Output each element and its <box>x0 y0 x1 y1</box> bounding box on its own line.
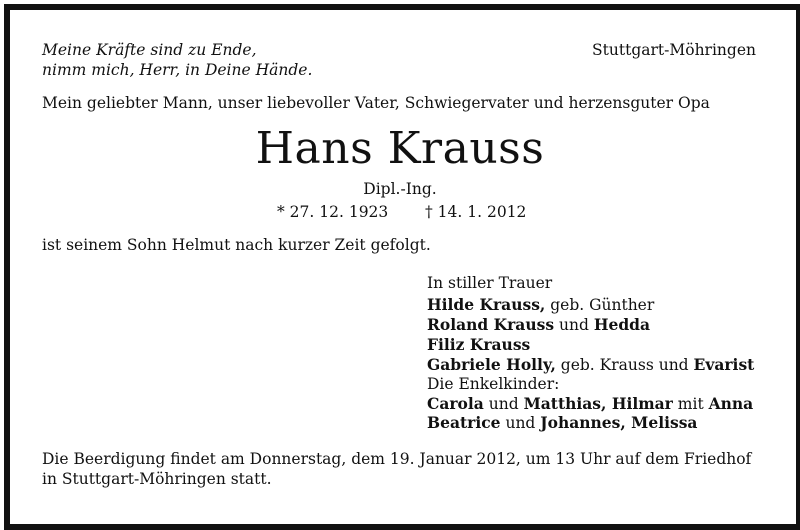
mourner-name: Filiz Krauss <box>427 335 531 354</box>
mourner-name: Carola <box>427 394 484 413</box>
mourner-line-6 <box>427 394 753 414</box>
mourner-note: geb. Krauss und <box>555 356 694 374</box>
location: Stuttgart-Möhringen <box>592 41 756 59</box>
mourner-connector: und <box>500 414 541 432</box>
deceased-title: Dipl.-Ing. <box>363 180 437 198</box>
mourner-name: Hedda <box>593 315 651 334</box>
mourner-name: Roland Krauss <box>427 315 555 334</box>
mourner-line-4 <box>427 355 754 375</box>
mourner-connector: und <box>554 316 594 334</box>
mourner-name: Hilde Krauss, <box>427 295 546 314</box>
mourner-connector: und <box>483 395 524 413</box>
motto-line-1: Meine Kräfte sind zu Ende, <box>42 41 257 59</box>
mourner-connector: mit <box>672 395 709 413</box>
mourner-line-7 <box>427 413 697 433</box>
intro-text: Mein geliebter Mann, unser liebevoller Vater, Schwiegervater und herzensguter Opa <box>42 94 710 112</box>
mourner-name: Evarist <box>693 355 755 374</box>
mourner-name: Beatrice <box>427 413 501 432</box>
funeral-line-2: in Stuttgart-Möhringen statt. <box>42 470 272 488</box>
mourner-name: Anna <box>708 394 754 413</box>
mourner-note: geb. Günther <box>545 296 655 314</box>
statement-text: ist seinem Sohn Helmut nach kurzer Zeit gefolgt. <box>42 236 431 254</box>
mourner-name: Gabriele Holly, <box>427 355 556 374</box>
mourner-line-3 <box>427 335 530 355</box>
grandchildren-label: Die Enkelkinder: <box>427 375 560 393</box>
motto-line-2: nimm mich, Herr, in Deine Hände. <box>42 61 313 79</box>
mourners-heading: In stiller Trauer <box>427 274 553 292</box>
mourner-line-2 <box>427 315 650 335</box>
mourner-line-1 <box>427 295 654 315</box>
birth-date: * 27. 12. 1923 <box>277 203 389 221</box>
deceased-name: Hans Krauss <box>255 123 545 174</box>
mourner-name: Matthias, Hilmar <box>523 394 673 413</box>
mourner-name: Johannes, Melissa <box>540 413 698 432</box>
funeral-line-1: Die Beerdigung findet am Donnerstag, dem 19. Januar 2012, um 13 Uhr auf dem Friedhof <box>42 450 752 468</box>
death-date: † 14. 1. 2012 <box>425 203 527 221</box>
